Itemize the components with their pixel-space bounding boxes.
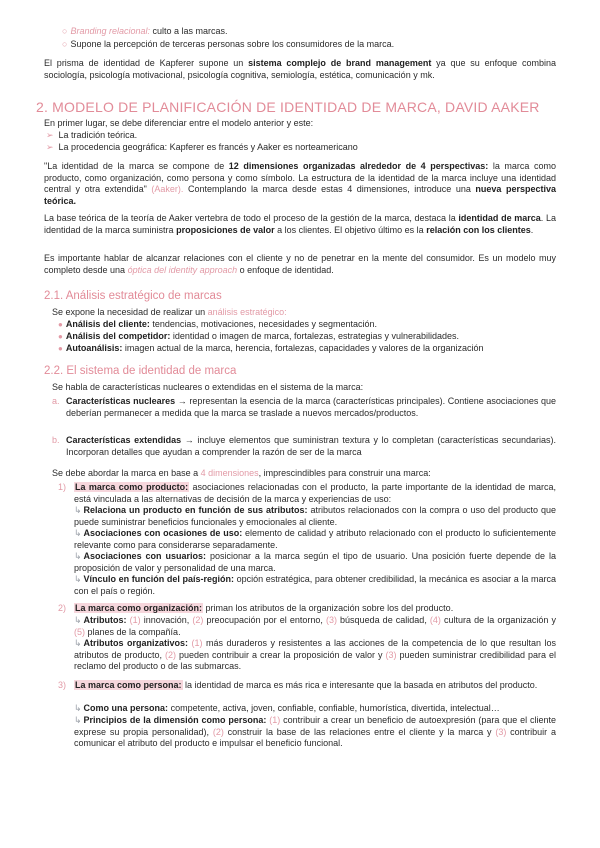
section-2-1-heading: 2.1. Análisis estratégico de marcas [44,290,222,302]
sub-arrow-icon: ↳ [74,505,82,515]
number-1: 1) [58,482,67,492]
section-2-1-intro: Se expone la necesidad de realizar un análisis estratégico: [52,307,287,317]
arrow-item-tradicion: ➢ La tradición teórica. [46,130,138,140]
dot-bullet-icon: ● [58,332,63,341]
sub-arrow-icon: ↳ [74,703,82,713]
sub-item-usuarios: ↳ Asociaciones con usuarios: posicionar a la marca según el tipo de usuario. Una posición fuerte depende de la proposición de valor y personalidad de una marca. [74,551,556,573]
section-2-heading: 2. MODELO DE PLANIFICACIÓN DE IDENTIDAD DE MARCA, DAVID AAKER [36,99,540,115]
bullet-branding: ○ Branding relacional: culto a las marcas. [62,26,228,36]
dot-bullet-icon: ● [58,320,63,329]
list-letter-a: a. [52,396,60,406]
branding-link[interactable]: Branding relacional: [70,26,150,36]
sub-arrow-icon: ↳ [74,638,82,648]
sub-arrow-icon: ↳ [74,615,82,625]
dot-bullet-icon: ● [58,344,63,353]
sub-item-ocasiones-uso: ↳ Asociaciones con ocasiones de uso: elemento de calidad y atributo relacionado con el producto lo suficientemente relevante como para considerarse separadamente. [74,528,556,550]
section-2-2-heading: 2.2. El sistema de identidad de marca [44,365,237,377]
sub-item-atributos: ↳ Atributos: (1) innovación, (2) preocupación por el entorno, (3) búsqueda de calidad, (4) cultura de la organización y (5) planes de la compañía. [74,615,556,637]
arrow-bullet-icon: ➢ [46,130,54,140]
sub-arrow-icon: ↳ [74,551,82,561]
circle-bullet-icon: ○ [62,39,68,49]
sub-arrow-icon: ↳ [74,528,82,538]
bullet-percepcion: ○ Supone la percepción de terceras personas sobre los consumidores de la marca. [62,39,395,49]
paragraph-aaker-quote: "La identidad de la marca se compone de 12 dimensiones organizadas alrededor de 4 perspectivas: la marca como producto, como organización, como persona y como símbolo. La estructura de la identidad de la marca incluye una identidad central y otra extendida" (Aaker). Contemplando la marca desde estas 4 dimensiones, introduce una nueva perspectiva teórica. [44,161,556,206]
sub-item-pais-region: ↳ Vínculo en función del país-región: opción estratégica, para obtener credibilidad, la mecánica es asociar a la marca con el país o región. [74,574,556,596]
paragraph-base-teorica: La base teórica de la teoría de Aaker vertebra de todo el proceso de la gestión de la marca, destaca la identidad de marca. La identidad de la marca suministra proposiciones de valor a los clientes. El objetivo último es la relación con los clientes. [44,213,556,235]
dimension-organizacion: La marca como organización: priman los atributos de la organización sobre los del producto. [75,603,454,613]
dimension-producto: La marca como producto: asociaciones relacionadas con el producto, la parte importante de la identidad de marca, está vinculada a las alternativas de decisión de la marca y experiencias de uso: [74,482,556,504]
circle-bullet-icon: ○ [62,26,68,36]
caracteristicas-nucleares: Características nucleares → representan la esencia de la marca (características principales). Contiene asociaciones que deberían permanecer a medida que la marca se traslade a nuevos mercados/productos. [66,396,556,418]
sub-item-atributos-producto: ↳ Relaciona un producto en función de sus atributos: atributos relacionados con la compra o uso del producto que puede suministrar beneficios funcionales y emocionales al cliente. [74,505,557,527]
number-3: 3) [58,680,67,690]
sub-item-atributos-organizativos: ↳ Atributos organizativos: (1) más duraderos y resistentes a las acciones de la competencia de lo que resultan los atributos de producto, (2) pueden contribuir a crear la proposición de valor y (3) pueden suministrar credibilidad para el reclamo del producto o de las submarcas. [74,638,556,671]
arrow-bullet-icon: ➢ [46,142,54,152]
sub-arrow-icon: ↳ [74,715,82,725]
sub-arrow-icon: ↳ [74,574,82,584]
arrow-item-geografica: ➢ La procedencia geográfica: Kapferer es francés y Aaker es norteamericano [46,142,358,152]
section-2-intro: En primer lugar, se debe diferenciar entre el modelo anterior y este: [44,118,314,128]
number-2: 2) [58,603,67,613]
dimensiones-intro: Se debe abordar la marca en base a 4 dimensiones, imprescindibles para construir una marca: [52,468,431,478]
paragraph-kapferer: El prisma de identidad de Kapferer supone un sistema complejo de brand management ya que su enfoque combina sociología, psicología motivacional, psicología cognitiva, semiología, estética, comunicación y mk. [44,58,556,80]
list-item: ● Análisis del competidor: identidad o imagen de marca, fortalezas, estrategias y vulnerabilidades. [58,331,460,341]
dimension-persona: La marca como persona: la identidad de marca es más rica e interesante que la basada en atributos del producto. [75,680,538,690]
list-letter-b: b. [52,435,60,445]
list-item: ● Autoanálisis: imagen actual de la marca, herencia, fortalezas, capacidades y valores de la organización [58,343,484,353]
sub-item-como-persona: ↳ Como una persona: competente, activa, joven, confiable, confiable, humorística, divertida, intelectual… [74,703,500,713]
paragraph-relaciones: Es importante hablar de alcanzar relaciones con el cliente y no de penetrar en la mente del consumidor. Es un modelo muy completo desde una óptica del identity approach o enfoque de identidad. [44,253,556,275]
caracteristicas-extendidas: Características extendidas → incluye elementos que suministran textura y lo completan (características secundarias). Incorporan detalles que ayudan a comprender la razón de ser de la marca [66,435,556,457]
sub-item-principios: ↳ Principios de la dimensión como persona: (1) contribuir a crear un beneficio de autoexpresión (para que el cliente exprese su propia personalidad), (2) construir la base de las relaciones entre el cliente y la marca y (3) contribuir a comunicar el atributo del producto e impulsar el beneficio funcional. [74,715,556,748]
section-2-2-intro: Se habla de características nucleares o extendidas en el sistema de la marca: [52,382,364,392]
list-item: ● Análisis del cliente: tendencias, motivaciones, necesidades y segmentación. [58,319,378,329]
